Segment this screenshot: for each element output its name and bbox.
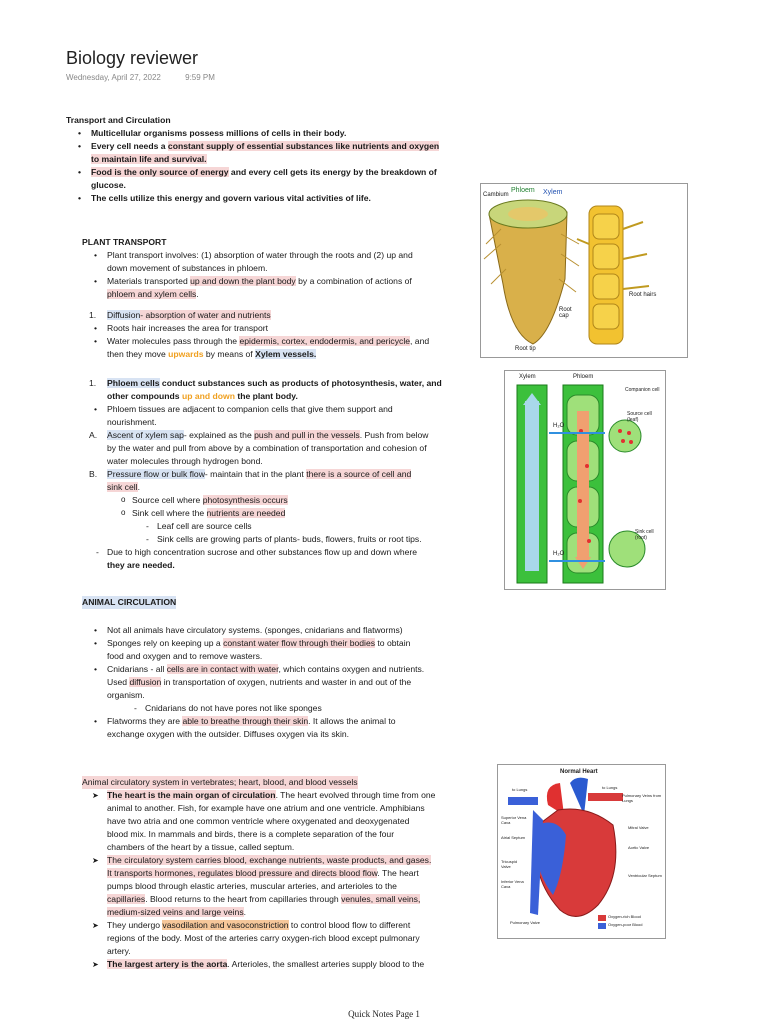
label-inferior-vena-cava: Inferior Vena Cava [501,879,524,889]
list-item: 1. Diffusion- absorption of water and nutrients [89,310,271,320]
label-tricuspid-valve: Tricuspid Valve [501,859,518,869]
label-pulmonary-valve: Pulmonary Valve [510,920,540,925]
label-companion-cell: Companion cell [625,387,660,393]
label-aortic-valve: Aortic Valve [628,845,650,850]
list-item: • Phloem tissues are adjacent to companion cells that give them support and nourishment. [107,403,467,429]
list-item: • Multicellular organisms possess millions of cells in their body. [91,127,456,140]
time-text: 9:59 PM [185,73,215,82]
list-item: • Sponges rely on keeping up a constant water flow through their bodies to obtain food and oxygen and to remove wasters. [107,637,467,663]
label-root-cap: Root cap [559,307,572,319]
list-item: ➤ The heart is the main organ of circulation. The heart evolved through time from one animal to another. Fish, for example have one atrium and one ventricle. Amphibians have two atria and one common ventricle where oxygenated and deoxygenated blood mix. In mammals and birds, there is a complete separation of the four chambers of the heart by a tissue, called septum. [107,789,467,854]
legend-oxygen-poor: Oxygen-poor Blood [608,922,643,927]
list-item: • Cnidarians - all cells are in contact with water, which contains oxygen and nutrients. Used diffusion in transportation of oxygen, nutrients and waster in and out of the organism. [107,663,467,702]
transport-illustration [505,371,665,589]
label-xylem: Xylem [543,189,563,196]
list-item: ➤ They undergo vasodilation and vasoconstriction to control blood flow to different regions of the body. Most of the arteries carry oxygen-rich blood except pulmonary artery. [107,919,467,958]
list-item: • Every cell needs a constant supply of essential substances like nutrients and oxygen to maintain life and survival. [91,140,456,166]
list-item: - Due to high concentration sucrose and other substances flow up and down where they are needed. [107,546,467,572]
section-heading: Transport and Circulation [66,115,171,125]
label-phloem: Phloem [573,374,594,380]
label-atrial-septum: Atrial Septum [501,835,526,840]
label-mitral-valve: Mitral Valve [628,825,649,830]
label-to-lungs-right: to Lungs [602,785,618,790]
label-to-lungs-left: to Lungs [512,787,528,792]
vertebrate-list [107,789,467,971]
label-pulmonary-veins: Pulmonary Veins from Lungs [622,793,662,803]
list-item: • Not all animals have circulatory systems. (sponges, cnidarians and flatworms) [107,624,467,637]
page-date [66,73,237,82]
plant-list [89,249,467,572]
xylem-phloem-diagram [504,370,666,590]
list-item: • Water molecules pass through the epidermis, cortex, endodermis, and pericycle, and then they move upwards by means of Xylem vessels. [107,335,467,361]
legend-oxygen-rich: Oxygen-rich Blood [608,914,641,919]
label-superior-vena-cava: Superior Vena Cava [501,815,527,825]
label-cambium: Cambium [483,192,509,198]
label-h2o-top: H₂O [553,423,565,429]
animal-list [107,624,467,741]
root-diagram [480,183,688,358]
list-item: • The cells utilize this energy and govern various vital activities of life. [91,192,456,205]
label-xylem: Xylem [519,374,536,380]
paragraph: by the water and pull from above by a combination of transportation and cohesion of water molecules through hydrogen bond. [107,443,427,466]
list-item: • Flatworms they are able to breathe through their skin. It allows the animal to exchange oxygen with the outsider. Diffuses oxygen via its skin. [107,715,467,741]
label-root-tip: Root tip [515,346,536,352]
page-footer: Quick Notes Page 1 [348,1009,420,1019]
list-item: A. Ascent of xylem sap- explained as the push and pull in the vessels. Push from below [89,430,429,440]
list-item: • Roots hair increases the area for transport [107,322,467,335]
vertebrate-heading: Animal circulatory system in vertebrates; heart, blood, and blood vessels [82,777,358,787]
list-item: • Plant transport involves: (1) absorption of water through the roots and (2) up and down movement of substances in phloem. [107,249,467,275]
list-item: - Leaf cell are source cells [157,520,467,533]
section-transport [66,114,456,205]
list-item: ➤ The circulatory system carries blood, exchange nutrients, waste products, and gases. It transports hormones, regulates blood pressure and directs blood flow. The heart pumps blood through elastic arteries, muscular arteries, and arterioles to the capillaries. Blood returns to the heart from capillaries through venules, small veins, medium-sized veins and large veins. [107,854,467,919]
root-illustration [481,184,687,357]
page-title: Biology reviewer [66,48,199,68]
list-item: o Sink cell where the nutrients are needed [132,507,467,520]
heart-diagram [497,764,666,939]
plant-heading: PLANT TRANSPORT [82,237,167,247]
label-root-hairs: Root hairs [629,292,657,298]
animal-heading: ANIMAL CIRCULATION [82,597,177,607]
list-item: • Food is the only source of energy and every cell gets its energy by the breakdown of glucose. [91,166,456,192]
list-item: 1. Phloem cells conduct substances such as products of photosynthesis, water, and other compounds up and down the plant body. [89,378,442,401]
label-source-cell: Source cell (leaf) [627,411,652,423]
list-item: B. Pressure flow or bulk flow- maintain that in the plant there is a source of cell and sink cell. [89,469,412,492]
list-item: - Sink cells are growing parts of plants- buds, flowers, fruits or root tips. [157,533,467,546]
label-sink-cell: Sink cell (root) [635,529,654,541]
label-ventricular-septum: Ventricular Septum [628,873,662,878]
list-item: o Source cell where photosynthesis occurs [132,494,467,507]
label-phloem: Phloem [511,187,535,194]
heart-title: Normal Heart [560,769,598,775]
list-item: - Cnidarians do not have pores not like sponges [145,702,467,715]
date-text: Wednesday, April 27, 2022 [66,73,161,82]
label-h2o-bottom: H₂O [553,551,565,557]
list-item: • Materials transported up and down the plant body by a combination of actions of phloem and xylem cells. [107,275,467,301]
list-item: ➤ The largest artery is the aorta. Arterioles, the smallest arteries supply blood to the [107,958,467,971]
